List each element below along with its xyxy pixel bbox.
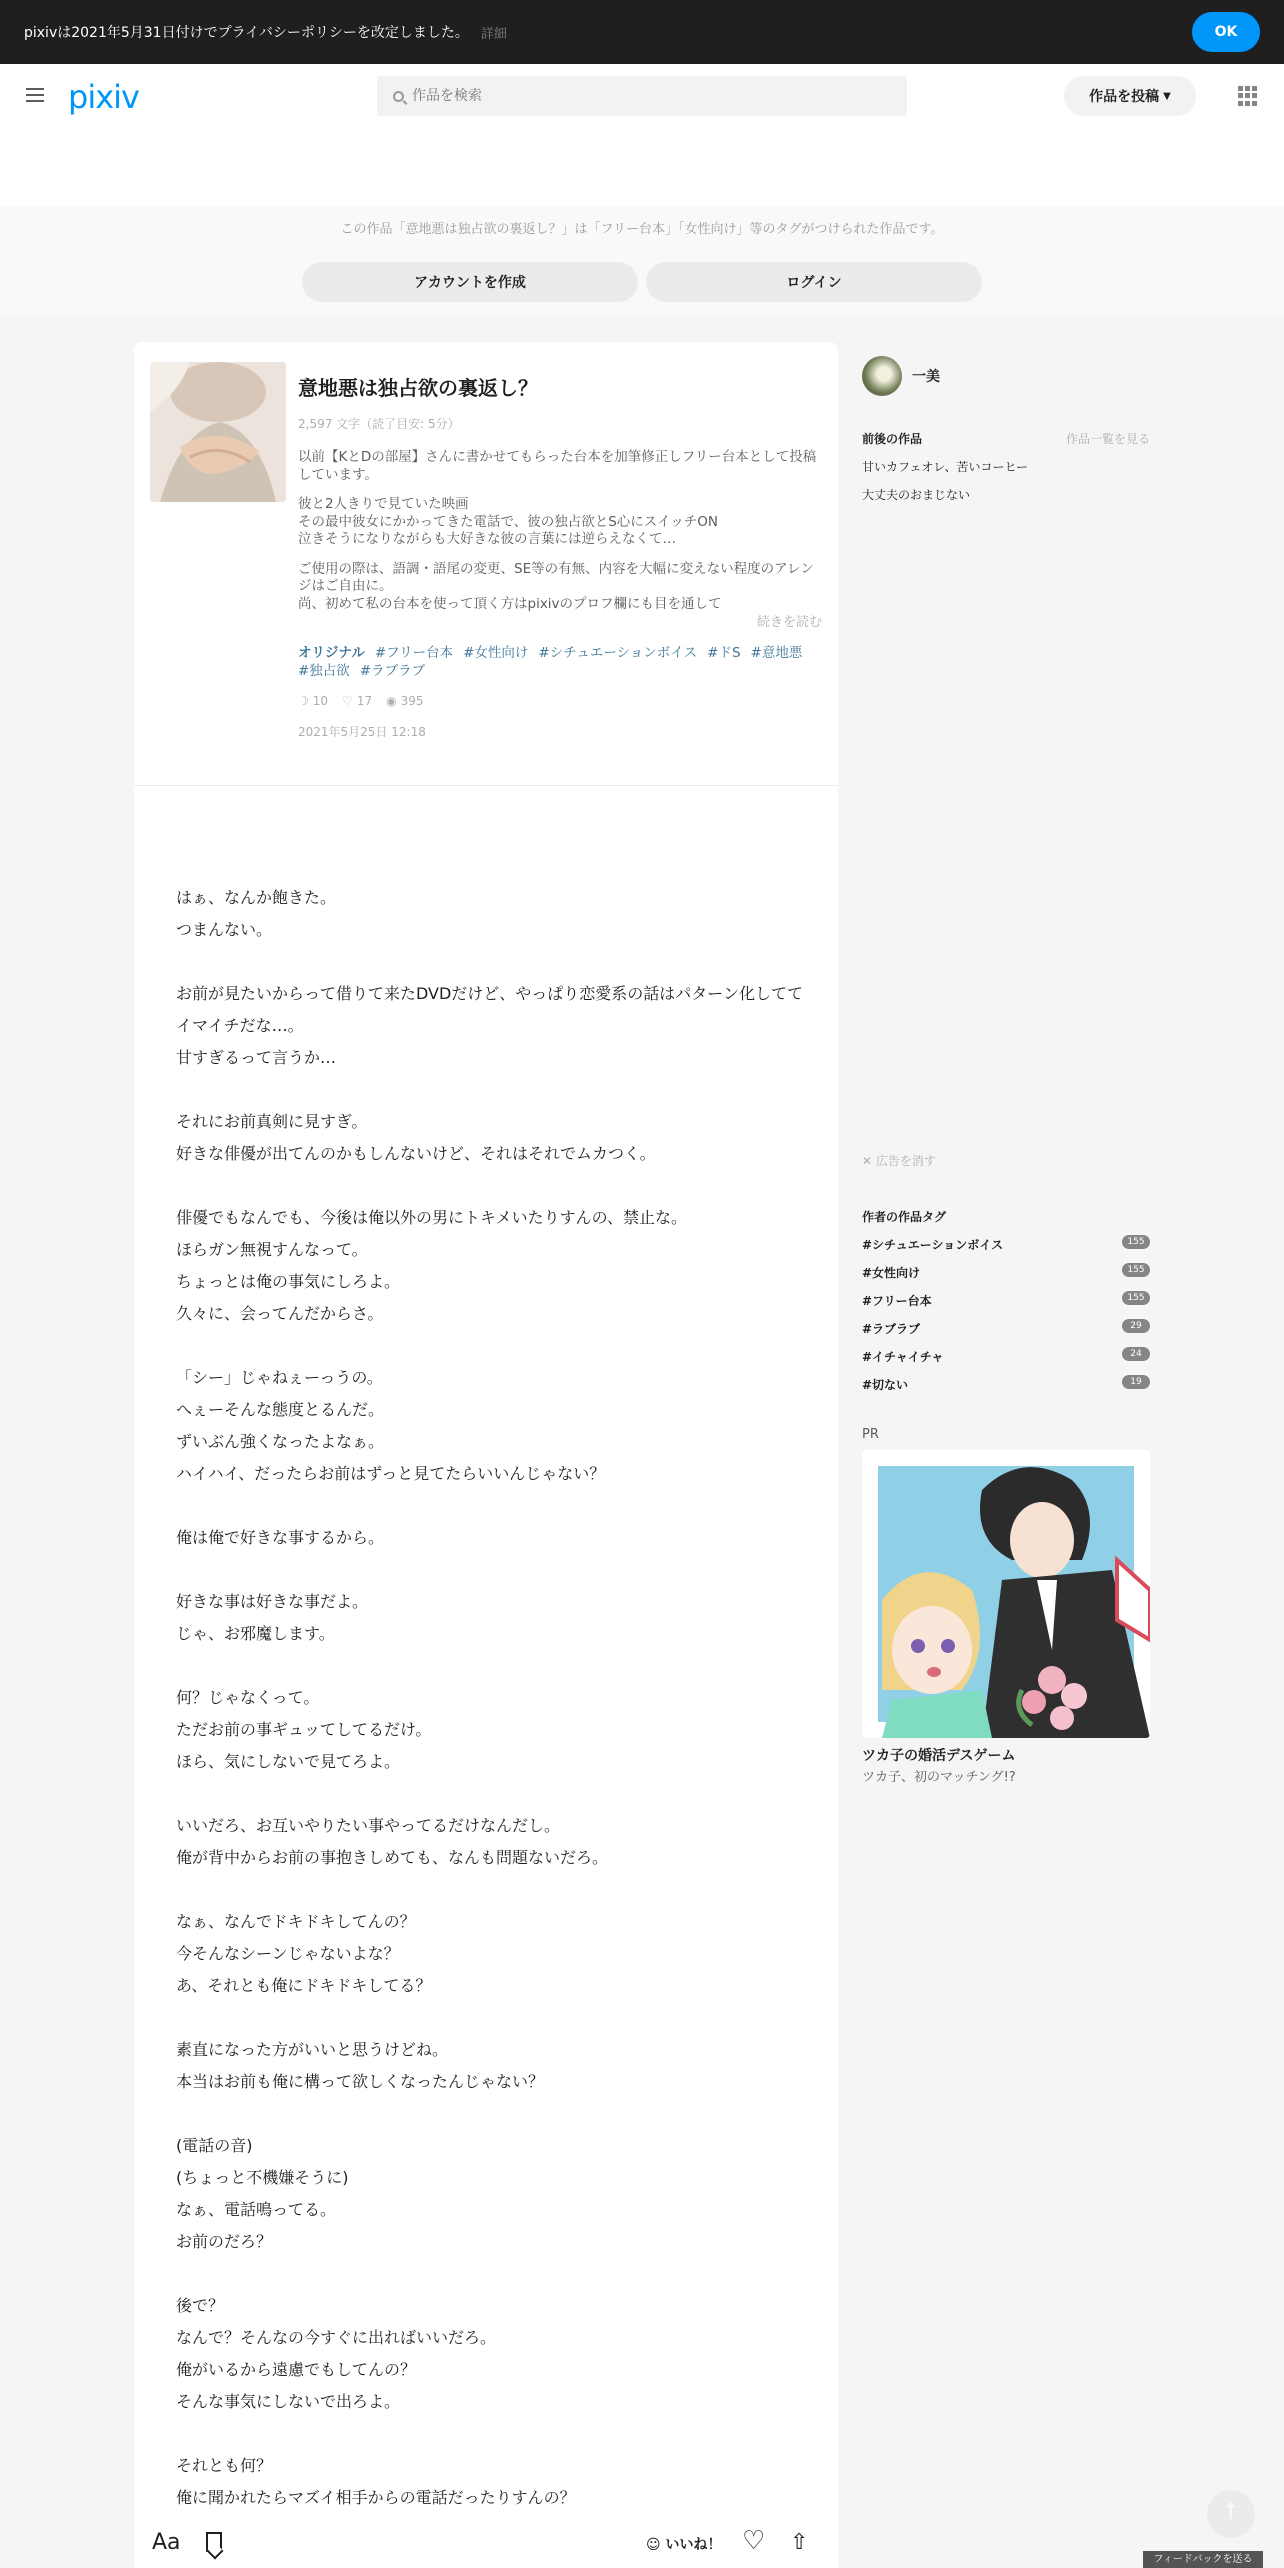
search-input[interactable] [412,88,872,104]
pr-title[interactable]: ツカ子の婚活デスゲーム [862,1748,1016,1764]
pr-label: PR [862,1427,879,1442]
body-line: なぁ、電話鳴ってる。 [176,2200,337,2219]
tag-count-badge: 24 [1122,1347,1150,1361]
caption-paragraph: 彼と2人きりで見ていた映画 その最中彼女にかかってきた電話で、彼の独占欲とS心にスイッチON 泣きそうになりながらも大好きな彼の言葉には逆らえなくて… [298,496,718,547]
work-stats [298,694,423,708]
chevron-down-icon: ▼ [1163,90,1171,102]
signup-message: この作品「意地悪は独占欲の裏返し？」は「フリー台本」「女性向け」等のタグがつけられた作品です。 [340,222,944,237]
reader-toolbar [134,2522,838,2568]
series-header [862,430,1150,447]
body-line: 俺に聞かれたらマズイ相手からの電話だったりすんの？ [176,2488,576,2507]
close-icon: ✕ [862,1154,873,1168]
body-line: 甘すぎるって言うか… [176,1048,337,1067]
body-line: なぁ、なんでドキドキしてんの？ [176,1912,416,1931]
like-stat [342,694,372,708]
post-work-label: 作品を投稿 [1089,89,1160,105]
original-tag[interactable]: オリジナル [298,645,365,661]
body-line [176,1874,806,1906]
novel-body [176,882,806,2514]
hide-ad-button[interactable] [862,1152,936,1169]
body-line: ほらガン無視すんなって。 [176,1240,368,1259]
body-line: 好きな俳優が出てんのかもしんないけど、それはそれでムカつく。 [176,1144,656,1163]
heart-icon: ♡ [342,694,353,708]
body-line: 後で？ [176,2296,225,2315]
body-line [176,1778,806,1810]
policy-details-link[interactable]: 詳細 [480,26,507,42]
caption-paragraph: 以前【KとDの部屋】さんに書かせてもらった台本を加筆修正しフリー台本として投稿しています。 [298,449,817,483]
series-item[interactable]: 甘いカフェオレ、苦いコーヒー [862,460,1028,474]
body-line: 好きな事は好きな事だよ。 [176,1592,369,1611]
series-all-link[interactable]: 作品一覧を見る [1065,432,1150,446]
author-tag-name: #イチャイチャ [862,1350,944,1364]
search-icon [393,91,404,102]
body-line [176,1650,806,1682]
body-line: つまんない。 [176,920,273,939]
tag-link[interactable]: #意地悪 [750,645,803,661]
author-tag-name: #切ない [862,1378,909,1392]
body-line: お前のだろ？ [176,2232,273,2251]
policy-banner [0,0,1284,64]
body-line [176,2098,806,2130]
like-label: いいね！ [665,2537,722,2553]
create-account-button[interactable]: アカウントを作成 [302,262,638,302]
body-line: ちょっとは俺の事気にしろよ。 [176,1272,401,1291]
body-line: あ、それとも俺にドキドキしてる？ [176,1976,432,1995]
view-stat [386,694,423,708]
author-tag-item[interactable] [862,1320,1150,1337]
tag-link[interactable]: #フリー台本 [374,645,454,661]
body-line: はぁ、なんか飽きた。 [176,888,337,907]
cover-image[interactable] [150,362,286,502]
tag-link[interactable]: #独占欲 [298,663,350,679]
author-tag-item[interactable] [862,1348,1150,1365]
scroll-to-top-button[interactable] [1207,2490,1255,2538]
search-box[interactable] [377,76,907,116]
work-caption [298,449,822,625]
bookmark-icon[interactable] [206,2532,222,2552]
ad-space [0,128,1284,206]
body-line: (電話の音) [176,2136,253,2155]
body-line: それにお前真剣に見すぎ。 [176,1112,368,1131]
author-name[interactable]: 一美 [912,369,940,385]
series-title: 前後の作品 [862,432,923,446]
work-tags [298,644,822,680]
body-line: 俺は俺で好きな事するから。 [176,1528,385,1547]
character-count: 2,597 文字（読了目安: 5分） [298,417,460,431]
body-line: 俺が背中からお前の事抱きしめても、なんも問題ないだろ。 [176,1848,609,1867]
avatar[interactable] [862,356,902,396]
body-line: 何？じゃなくって。 [176,1688,320,1707]
body-line: なんで？そんなの今すぐに出ればいいだろ。 [176,2328,497,2347]
comment-icon: ☽ [298,694,309,708]
author-tag-name: #シチュエーションボイス [862,1238,1004,1252]
signup-prompt [0,206,1284,318]
body-line: 本当はお前も俺に構って欲しくなったんじゃない？ [176,2072,545,2091]
body-line: 俺がいるから遠慮でもしてんの？ [176,2360,417,2379]
tag-link[interactable]: #シチュエーションボイス [538,645,698,661]
like-button[interactable] [646,2534,721,2554]
smile-icon: ☺ [646,2537,661,2553]
author-tag-name: #フリー台本 [862,1294,932,1308]
read-more-link[interactable]: 続きを読む [733,611,822,630]
author-tag-item[interactable] [862,1292,1150,1309]
body-line: ほら、気にしないで見てろよ。 [176,1752,401,1771]
view-count: 395 [400,694,424,708]
login-button[interactable]: ログイン [646,262,982,302]
tag-count-badge: 19 [1122,1375,1150,1389]
hide-ad-label: 広告を消す [875,1154,936,1168]
work-title: 意地悪は独占欲の裏返し？ [298,376,538,400]
body-line: ハイハイ、だったらお前はずっと見てたらいいんじゃない？ [176,1464,606,1483]
policy-ok-button[interactable]: OK [1192,12,1260,52]
body-line: いいだろ、お互いやりたい事やってるだけなんだし。 [176,1816,561,1835]
body-line [176,946,806,978]
body-line: ただお前の事ギュッてしてるだけ。 [176,1720,432,1739]
author-tag-name: #ラブラブ [862,1322,921,1336]
body-line: (ちょっと不機嫌そうに) [176,2168,349,2187]
feedback-button[interactable]: フィードバックを送る [1143,2551,1263,2568]
tag-link[interactable]: #ドS [707,645,741,661]
site-header [0,64,1284,128]
like-count: 17 [356,694,373,708]
upload-date: 2021年5月25日 12:18 [298,725,426,739]
post-work-button[interactable] [1064,76,1196,116]
tag-count-badge: 155 [1122,1291,1150,1305]
pr-subtitle: ツカ子、初のマッチング!? [862,1770,1016,1785]
novel-card [134,342,838,2568]
body-line: 俳優でもなんでも、今後は俺以外の男にトキメいたりすんの、禁止な。 [176,1208,688,1227]
comment-count: 10 [312,694,329,708]
body-line: 今そんなシーンじゃないよな？ [176,1944,400,1963]
author-tags-header: 作者の作品タグ [862,1210,947,1224]
body-line: じゃ、お邪魔します。 [176,1624,335,1643]
body-line: お前が見たいからって借りて来たDVDだけど、やっぱり恋愛系の話はパターン化しててイマイチだな…。 [176,984,803,1035]
body-line [176,1490,806,1522]
body-line: 久々に、会ってんだからさ。 [176,1304,384,1323]
body-line [176,1170,806,1202]
body-line [176,1074,806,1106]
body-line: 素直になった方がいいと思うけどね。 [176,2040,449,2059]
tag-link[interactable]: #ラブラブ [359,663,426,679]
policy-banner-text: pixivは2021年5月31日付けでプライバシーポリシーを改定しました。 [24,25,469,41]
tag-count-badge: 29 [1122,1319,1150,1333]
author-tag-item[interactable] [862,1236,1150,1253]
pr-banner-image[interactable] [862,1450,1150,1738]
apps-grid-icon[interactable] [1238,86,1258,106]
author-profile[interactable] [862,356,940,396]
share-icon[interactable]: ⇧ [790,2530,809,2555]
eye-icon: ◉ [386,694,397,708]
body-line: それとも何？ [176,2456,273,2475]
tag-link[interactable]: #女性向け [463,645,529,661]
body-line [176,2002,806,2034]
body-line: そんな事気にしないで出ろよ。 [176,2392,401,2411]
comment-stat [298,694,328,708]
tag-count-badge: 155 [1122,1235,1150,1249]
author-tag-item[interactable] [862,1264,1150,1281]
series-item[interactable]: 大丈夫のおまじない [862,488,971,502]
tag-count-badge: 155 [1122,1263,1150,1277]
body-line: 「シー」じゃねぇーっうの。 [176,1368,383,1387]
menu-icon[interactable] [26,88,44,102]
heart-icon[interactable]: ♡ [742,2526,766,2556]
body-line: へぇーそんな態度とるんだ。 [176,1400,385,1419]
author-tag-item[interactable] [862,1376,1150,1393]
author-tag-name: #女性向け [862,1266,921,1280]
caption-paragraph: ご使用の際は、語調・語尾の変更、SE等の有無、内容を大幅に変えない程度のアレンジはご自由に。 尚、初めて私の台本を使って頂く方はpixivのプロフ欄にも目を通して [298,560,814,612]
body-line: ずいぶん強くなったよなぁ。 [176,1432,385,1451]
divider [134,785,838,786]
font-settings-button[interactable]: Aa [152,2530,181,2555]
body-line [176,2418,806,2450]
body-line [176,1330,806,1362]
body-line [176,1554,806,1586]
body-line [176,2258,806,2290]
pixiv-logo[interactable]: pixiv [68,78,139,116]
